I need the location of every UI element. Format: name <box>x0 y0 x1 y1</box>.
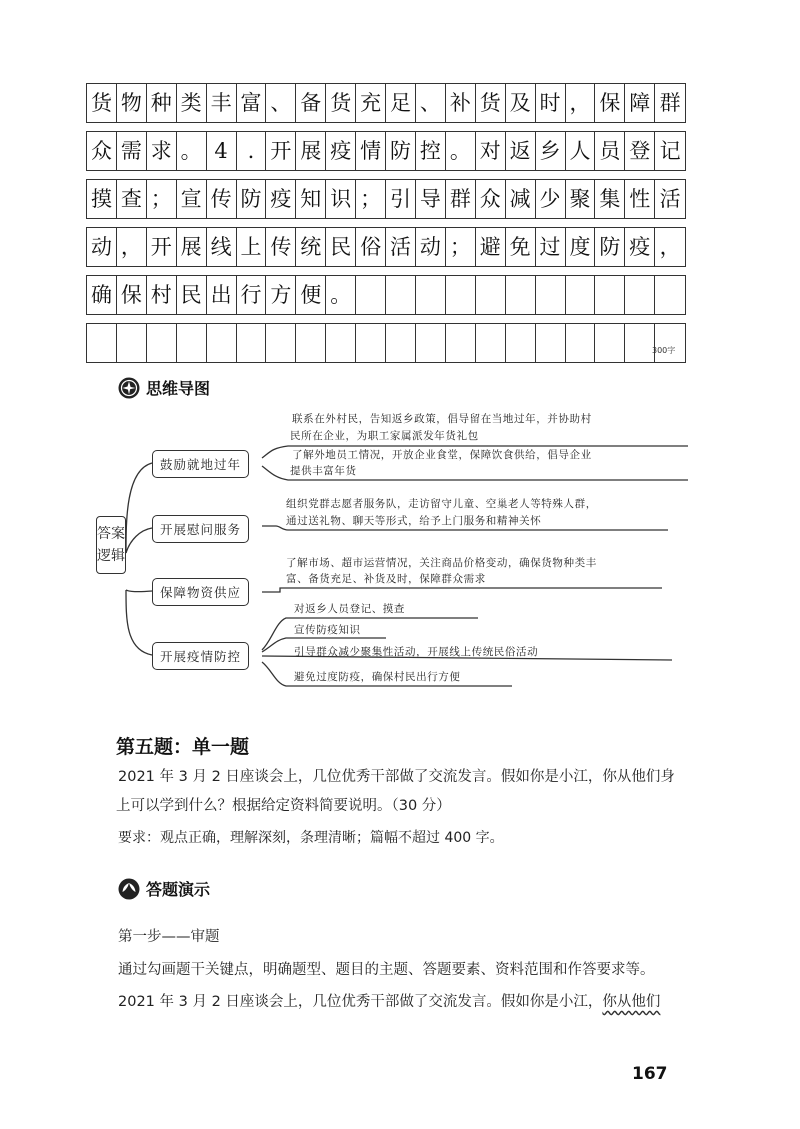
mindmap-leaf: 通过送礼物、聊天等形式，给予上门服务和精神关怀 <box>286 515 542 527</box>
mindmap-leaf: 宣传防疫知识 <box>294 624 361 636</box>
mindmap-leaf: 富、备货充足、补货及时，保障群众需求 <box>286 573 486 585</box>
grid-cell: 需 <box>117 132 147 170</box>
step-line: 通过勾画题干关键点，明确题型、题目的主题、答题要素、资料范围和作答要求等。 <box>118 962 655 978</box>
grid-cell: 物 <box>117 84 147 122</box>
question-title: 第五题：单一题 <box>116 736 250 758</box>
grid-cell: 传 <box>266 228 296 266</box>
mindmap-leaf: 联系在外村民，告知返乡政策，倡导留在当地过年，并协助村 <box>292 413 592 425</box>
grid-cell: 知 <box>296 180 326 218</box>
grid-cell: 返 <box>506 132 536 170</box>
grid-cell: 补 <box>446 84 476 122</box>
grid-cell: ， <box>117 228 147 266</box>
grid-cell: 时 <box>536 84 566 122</box>
grid-cell: 聚 <box>566 180 596 218</box>
step-line-main: 2021 年 3 月 2 日座谈会上，几位优秀干部做了交流发言。假如你是小江， <box>118 994 603 1010</box>
grid-cell: 疫 <box>625 228 655 266</box>
grid-cell: 员 <box>595 132 625 170</box>
grid-cell: 防 <box>237 180 267 218</box>
mindmap-section-title: 思维导图 <box>146 379 211 398</box>
grid-cell: 记 <box>659 138 681 163</box>
mindmap-leaf: 避免过度防疫，确保村民出行方便 <box>294 671 461 683</box>
grid-cell: . <box>237 132 267 170</box>
grid-cell: 众 <box>87 132 117 170</box>
grid-cell: 过 <box>536 228 566 266</box>
grid-cell: 活 <box>659 186 681 211</box>
mindmap-root <box>96 516 126 574</box>
mindmap-branch: 开展疫情防控 <box>152 642 249 670</box>
grid-cell: 货 <box>87 84 117 122</box>
grid-cell: 众 <box>476 180 506 218</box>
mindmap-leaf: 了解外地员工情况，开放企业食堂，保障饮食供给，倡导企业 <box>292 449 592 461</box>
question-requirement: 要求：观点正确，理解深刻，条理清晰；篇幅不超过 400 字。 <box>118 830 504 846</box>
grid-cell: 动 <box>87 228 117 266</box>
mindmap-leaf: 组织党群志愿者服务队，走访留守儿童、空巢老人等特殊人群， <box>286 498 597 510</box>
grid-cell: 保 <box>117 276 147 314</box>
grid-cell: 线 <box>207 228 237 266</box>
grid-cell: 导 <box>416 180 446 218</box>
grid-cell: 开 <box>147 228 177 266</box>
grid-cell: 控 <box>416 132 446 170</box>
grid-cell: 乡 <box>536 132 566 170</box>
grid-cell: ； <box>356 180 386 218</box>
grid-cell: 免 <box>506 228 536 266</box>
grid-cell: 动 <box>416 228 446 266</box>
question-line: 上可以学到什么？根据给定资料简要说明。（30 分） <box>116 798 451 814</box>
grid-cell: 性 <box>625 180 655 218</box>
grid-cell: 。 <box>446 132 476 170</box>
demo-section-title: 答题演示 <box>146 880 211 899</box>
grid-cell: 方 <box>266 276 296 314</box>
grid-cell: 确 <box>87 276 117 314</box>
grid-cell: 行 <box>237 276 267 314</box>
grid-cell: 货 <box>476 84 506 122</box>
grid-cell: 出 <box>207 276 237 314</box>
grid-cell: ， <box>659 234 681 259</box>
question-line: 2021 年 3 月 2 日座谈会上，几位优秀干部做了交流发言。假如你是小江，你从他们身 <box>118 769 675 785</box>
word-count-note: 300字 <box>652 346 676 355</box>
grid-cell: 充 <box>356 84 386 122</box>
grid-cell: 登 <box>625 132 655 170</box>
grid-cell: 群 <box>659 90 681 115</box>
grid-cell: 疫 <box>266 180 296 218</box>
grid-cell: 开 <box>266 132 296 170</box>
grid-cell: 集 <box>595 180 625 218</box>
grid-cell: 防 <box>386 132 416 170</box>
grid-cell: 4 <box>207 132 237 170</box>
mindmap-leaf: 引导群众减少聚集性活动，开展线上传统民俗活动 <box>294 646 539 658</box>
grid-cell: 民 <box>177 276 207 314</box>
grid-cell: 。 <box>177 132 207 170</box>
page-number: 167 <box>632 1064 668 1084</box>
grid-cell: 富 <box>237 84 267 122</box>
mindmap-branch: 鼓励就地过年 <box>152 450 249 478</box>
grid-cell: 民 <box>326 228 356 266</box>
grid-cell: 村 <box>147 276 177 314</box>
grid-cell: 传 <box>207 180 237 218</box>
grid-cell: 展 <box>177 228 207 266</box>
grid-cell: 种 <box>147 84 177 122</box>
grid-cell: 类 <box>177 84 207 122</box>
grid-cell: 、 <box>266 84 296 122</box>
grid-cell: 避 <box>476 228 506 266</box>
mindmap-branch: 开展慰问服务 <box>152 515 249 543</box>
grid-cell: 展 <box>296 132 326 170</box>
grid-cell: 备 <box>296 84 326 122</box>
grid-cell: 、 <box>416 84 446 122</box>
grid-cell: 情 <box>356 132 386 170</box>
grid-cell: 度 <box>566 228 596 266</box>
mindmap-leaf: 提供丰富年货 <box>290 465 357 477</box>
grid-cell: 宣 <box>177 180 207 218</box>
grid-cell: 对 <box>476 132 506 170</box>
grid-cell: ； <box>446 228 476 266</box>
grid-cell: 活 <box>386 228 416 266</box>
grid-cell: 。 <box>326 276 356 314</box>
grid-cell: 求 <box>147 132 177 170</box>
leaf-badge-icon <box>118 878 140 900</box>
grid-cell: 疫 <box>326 132 356 170</box>
grid-cell: ， <box>566 84 596 122</box>
grid-cell: 防 <box>595 228 625 266</box>
grid-cell: 摸 <box>87 180 117 218</box>
grid-cell: 少 <box>536 180 566 218</box>
mindmap-root-label: 答案逻辑 <box>97 526 125 564</box>
grid-cell: 群 <box>446 180 476 218</box>
mindmap-leaf: 民所在企业，为职工家属派发年货礼包 <box>290 430 479 442</box>
step-line-marked: 你从他们 <box>602 994 661 1010</box>
grid-cell: 人 <box>566 132 596 170</box>
grid-cell: 保 <box>595 84 625 122</box>
grid-cell: 识 <box>326 180 356 218</box>
grid-cell: 障 <box>625 84 655 122</box>
grid-cell: ； <box>147 180 177 218</box>
mindmap-branch: 保障物资供应 <box>152 578 249 606</box>
grid-cell: 统 <box>296 228 326 266</box>
mindmap-leaf: 了解市场、超市运营情况，关注商品价格变动，确保货物种类丰 <box>286 557 597 569</box>
step-line <box>118 995 660 1010</box>
grid-cell: 查 <box>117 180 147 218</box>
grid-cell: 上 <box>237 228 267 266</box>
grid-cell: 便 <box>296 276 326 314</box>
grid-cell: 减 <box>506 180 536 218</box>
demo-section-header <box>118 877 210 900</box>
grid-cell: 及 <box>506 84 536 122</box>
step-title: 第一步——审题 <box>118 929 220 945</box>
grid-cell: 俗 <box>356 228 386 266</box>
grid-cell: 丰 <box>207 84 237 122</box>
mindmap-leaf: 对返乡人员登记、摸查 <box>294 603 405 615</box>
grid-cell: 货 <box>326 84 356 122</box>
grid-cell: 引 <box>386 180 416 218</box>
grid-cell: 足 <box>386 84 416 122</box>
